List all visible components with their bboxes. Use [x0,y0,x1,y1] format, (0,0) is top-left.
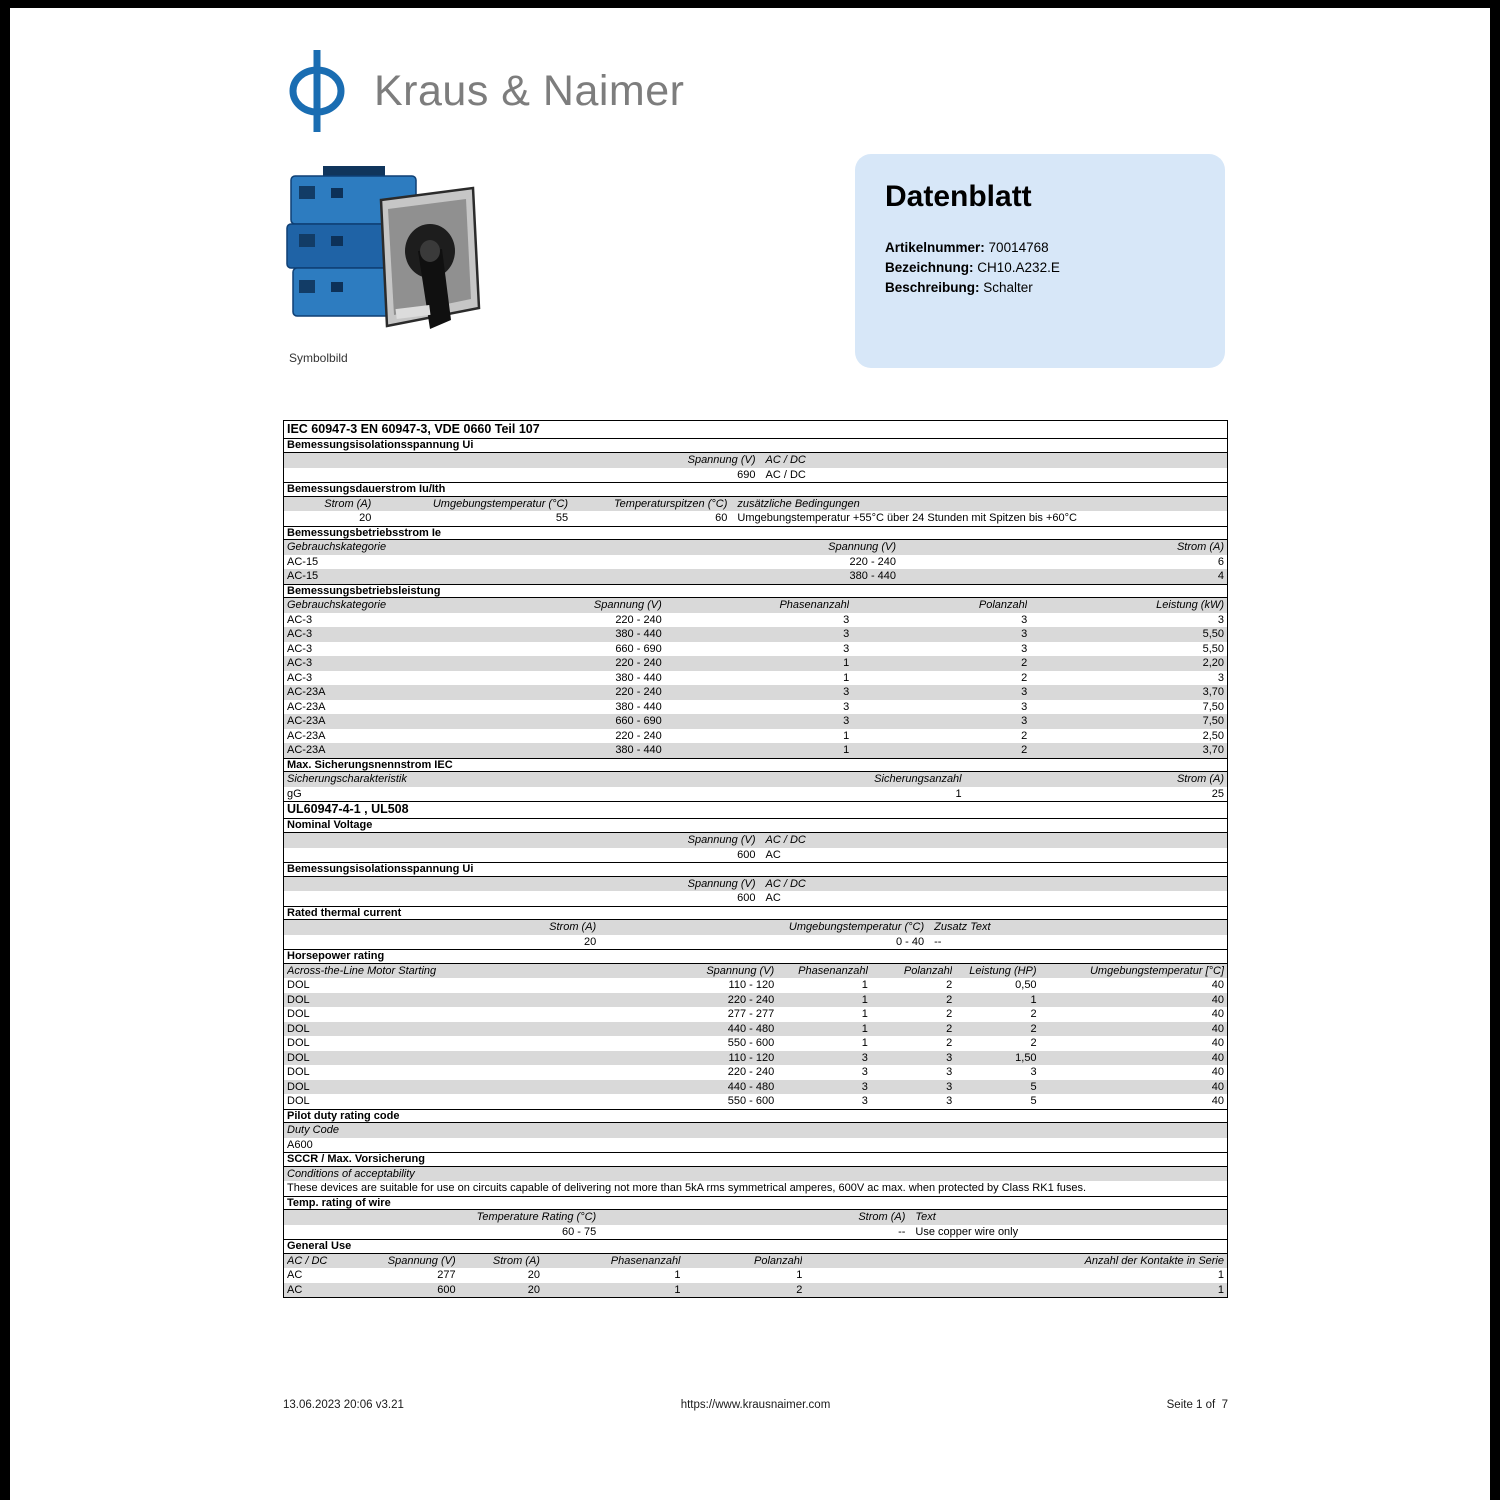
table-cell: Temperature Rating (°C) [476,1211,597,1224]
table-cell: 660 - 690 [615,715,662,728]
table-cell: 25 [1211,787,1224,800]
table-cell: 220 - 240 [615,613,662,626]
table-cell: Polanzahl [978,599,1028,612]
table-cell: Spannung (V) [387,1254,456,1267]
table-data-row [284,1094,1227,1109]
table-cell: Umgebungstemperatur (°C) [788,921,925,934]
table-cell: Anzahl der Kontakte in Serie [1084,1254,1224,1267]
table-cell: 2 [1021,671,1028,684]
page-footer [283,1399,1228,1411]
table-data-row [284,1036,1227,1051]
table-cell: 380 - 440 [849,570,897,583]
table-cell: Duty Code [287,1124,339,1137]
table-cell: 20 [359,512,372,525]
table-cell: 40 [1211,1008,1224,1021]
table-header-row [284,1210,1227,1225]
table-header-row [284,877,1227,892]
table-cell: Zusatz Text [934,921,991,934]
table-cell: A600 [287,1138,313,1151]
table-section-row [284,1196,1227,1211]
designation-field [885,258,1197,278]
table-cell: Strom (A) [858,1211,906,1224]
table-cell: 2 [1021,729,1028,742]
table-cell: Phasenanzahl [779,599,850,612]
table-cell: 1 [1030,993,1037,1006]
table-cell: AC [287,1283,303,1296]
table-cell: 380 - 440 [615,700,662,713]
table-cell: 3,70 [1202,686,1224,699]
table-cell: 3 [946,1095,953,1108]
table-cell: IEC 60947-3 EN 60947-3, VDE 0660 Teil 107 [287,421,540,436]
table-data-row [284,1051,1227,1066]
table-cell: 3 [843,715,850,728]
table-cell: DOL [287,979,310,992]
table-cell: AC / DC [765,454,806,467]
table-cell: 1 [861,993,868,1006]
table-cell: Leistung (kW) [1156,599,1224,612]
table-cell: DOL [287,1066,310,1079]
product-image [283,158,495,344]
table-cell: -- [934,935,942,948]
table-header-row [284,1167,1227,1182]
table-cell: 3 [843,613,850,626]
table-cell: 40 [1211,1022,1224,1035]
table-data-row [284,642,1227,657]
table-cell: 20 [527,1283,540,1296]
table-cell: 440 - 480 [727,1080,775,1093]
description-label: Beschreibung: [885,280,980,295]
table-cell: Phasenanzahl [798,964,868,977]
table-cell: 220 - 240 [727,1066,775,1079]
table-cell: Spannung (V) [687,454,756,467]
table-cell: 220 - 240 [615,686,662,699]
table-cell: zusätzliche Bedingungen [737,497,860,510]
table-cell: 3 [1021,700,1028,713]
table-cell: 2 [946,993,953,1006]
table-cell: 40 [1211,979,1224,992]
table-cell: Bemessungsbetriebsleistung [287,584,441,597]
table-cell: 3 [861,1051,868,1064]
table-cell: Bemessungsbetriebsstrom Ie [287,526,442,539]
table-cell: 110 - 120 [728,1051,775,1064]
table-cell: AC-23A [287,700,326,713]
symbolbild-caption: Symbolbild [289,351,348,365]
page-border-left [0,0,10,1500]
table-data-row [284,511,1227,526]
table-cell: 440 - 480 [727,1022,775,1035]
table-section-row [284,758,1227,773]
table-data-row [284,1007,1227,1022]
table-cell: 40 [1211,1037,1224,1050]
table-cell: Temp. rating of wire [287,1196,391,1209]
table-cell: DOL [287,1008,310,1021]
table-cell: DOL [287,1037,310,1050]
table-cell: 5 [1030,1095,1037,1108]
table-cell: 0,50 [1015,979,1037,992]
table-cell: AC-3 [287,642,313,655]
table-section-row [284,439,1227,454]
table-cell: 5,50 [1202,628,1224,641]
table-cell: 1 [861,1037,868,1050]
table-cell: 3 [1030,1066,1037,1079]
table-data-row [284,1283,1227,1298]
table-data-row [284,685,1227,700]
table-cell: Spannung (V) [706,964,775,977]
table-data-row [284,1268,1227,1283]
table-cell: Strom (A) [492,1254,540,1267]
table-cell: Umgebungstemperatur (°C) [432,497,569,510]
table-header-row [284,1123,1227,1138]
table-data-row [284,848,1227,863]
table-cell: Max. Sicherungsnennstrom IEC [287,758,453,771]
table-cell: 3 [843,628,850,641]
brand-header [286,50,684,132]
table-cell: 220 - 240 [727,993,775,1006]
datasheet-info-box [855,154,1225,368]
table-cell: 6 [1217,555,1224,568]
table-cell: Polanzahl [903,964,953,977]
table-cell: 380 - 440 [615,628,662,641]
table-cell: 3 [1021,715,1028,728]
table-cell: Sicherungscharakteristik [287,773,407,786]
table-cell: Strom (A) [1176,773,1224,786]
table-section-row [284,1109,1227,1124]
table-cell: Text [915,1211,936,1224]
table-data-row [284,935,1227,950]
footer-page-number: Seite 1 of 7 [1166,1399,1228,1411]
table-data-row [284,1225,1227,1240]
rotary-switch-illustration [283,158,495,344]
table-cell: 3 [946,1080,953,1093]
table-header-row [284,1254,1227,1269]
table-data-row [284,1022,1227,1037]
table-cell: 7,50 [1202,700,1224,713]
table-cell: DOL [287,1080,310,1093]
table-section-row [284,482,1227,497]
table-cell: AC / DC [287,1254,328,1267]
table-cell: AC-3 [287,671,313,684]
table-cell: Sicherungsanzahl [874,773,962,786]
table-cell: Use copper wire only [915,1225,1019,1238]
table-cell: DOL [287,993,310,1006]
table-cell: AC [765,848,781,861]
table-header-row [284,453,1227,468]
page-border-right [1490,0,1500,1500]
table-cell: 55 [555,512,569,525]
table-cell: 2 [946,1008,953,1021]
table-data-row [284,714,1227,729]
table-data-row [284,656,1227,671]
table-cell: Across-the-Line Motor Starting [287,964,437,977]
table-cell: Leistung (HP) [969,964,1037,977]
table-cell: 2,50 [1202,729,1224,742]
table-cell: 2 [1021,744,1028,757]
table-cell: AC-15 [287,570,319,583]
table-cell: Gebrauchskategorie [287,599,387,612]
table-cell: 20 [583,935,597,948]
table-cell: 40 [1211,1066,1224,1079]
table-cell: 3,70 [1202,744,1224,757]
table-data-row [284,729,1227,744]
table-cell: 2 [1030,1022,1037,1035]
table-section-row [284,949,1227,964]
table-section-row [284,584,1227,599]
table-cell: 600 [437,1283,456,1296]
table-cell: 7,50 [1202,715,1224,728]
table-cell: Bemessungsisolationsspannung Ui [287,863,474,876]
page-title: Datenblatt [885,180,1032,213]
table-cell: 1 [843,671,850,684]
spec-table [283,420,1228,1298]
table-data-row [284,1080,1227,1095]
article-number-value: 70014768 [988,240,1049,255]
table-header-row [284,540,1227,555]
table-cell: 660 - 690 [615,642,662,655]
table-cell: 1,50 [1015,1051,1037,1064]
table-cell: 60 - 75 [561,1225,597,1238]
table-cell: 1 [1217,1269,1224,1282]
table-cell: 220 - 240 [615,729,662,742]
article-number-field [885,238,1197,258]
table-cell: 3 [861,1095,868,1108]
table-data-row [284,671,1227,686]
table-section-row [284,421,1227,439]
table-cell: AC-23A [287,686,326,699]
footer-date-version: 13.06.2023 20:06 v3.21 [283,1399,404,1411]
table-cell: 3 [1021,642,1028,655]
table-cell: 3 [1021,686,1028,699]
description-value: Schalter [983,280,1033,295]
table-data-row [284,569,1227,584]
table-cell: 2 [796,1283,803,1296]
table-cell: 2 [946,979,953,992]
table-data-row [284,1065,1227,1080]
table-cell: 1 [843,729,850,742]
table-cell: 220 - 240 [849,555,897,568]
table-cell: Phasenanzahl [610,1254,681,1267]
table-cell: AC-23A [287,744,326,757]
table-cell: 550 - 600 [727,1037,775,1050]
table-header-row [284,772,1227,787]
table-data-row [284,1181,1227,1196]
table-section-row [284,862,1227,877]
table-cell: 3 [843,642,850,655]
table-cell: AC [765,892,781,905]
table-cell: Strom (A) [1176,541,1224,554]
table-header-row [284,497,1227,512]
table-cell: AC / DC [765,468,806,481]
table-cell: Bemessungsdauerstrom Iu/Ith [287,483,446,496]
table-cell: AC-15 [287,555,319,568]
table-cell: Umgebungstemperatur [°C] [1089,964,1224,977]
table-cell: 380 - 440 [615,671,662,684]
table-cell: 110 - 120 [728,979,775,992]
page-border-top [0,0,1500,8]
table-data-row [284,891,1227,906]
table-cell: Temperaturspitzen (°C) [613,497,728,510]
table-cell: Strom (A) [549,921,597,934]
table-data-row [284,978,1227,993]
table-cell: AC-3 [287,628,313,641]
table-cell: Spannung (V) [828,541,897,554]
table-section-row [284,906,1227,921]
table-cell: 20 [527,1269,540,1282]
table-cell: AC [287,1269,303,1282]
table-cell: 3 [1021,628,1028,641]
table-cell: gG [287,787,302,800]
table-cell: Spannung (V) [687,834,756,847]
table-cell: General Use [287,1240,352,1253]
table-cell: 2 [1030,1008,1037,1021]
table-cell: 600 [737,848,756,861]
table-cell: 220 - 240 [615,657,662,670]
table-cell: 690 [737,468,756,481]
table-cell: 277 [437,1269,456,1282]
kraus-naimer-phi-logo-icon [286,50,348,132]
table-cell: 1 [861,1008,868,1021]
table-cell: 40 [1211,1051,1224,1064]
table-data-row [284,555,1227,570]
description-field [885,278,1197,298]
table-cell: 3 [1217,671,1224,684]
table-cell: DOL [287,1022,310,1035]
table-cell: 60 [715,512,728,525]
table-data-row [284,468,1227,483]
table-cell: 2 [1030,1037,1037,1050]
table-cell: 1 [674,1269,681,1282]
table-cell: -- [898,1225,906,1238]
table-section-row [284,1239,1227,1254]
table-cell: These devices are suitable for use on circuits capable of delivering not more than 5kA rms symmetrical amperes, 600V ac max. when protected by Class RK1 fuses. [287,1182,1087,1195]
designation-label: Bezeichnung: [885,260,974,275]
table-cell: 1 [861,1022,868,1035]
table-cell: 2 [1021,657,1028,670]
table-header-row [284,920,1227,935]
table-section-row [284,801,1227,819]
table-cell: DOL [287,1095,310,1108]
table-cell: Gebrauchskategorie [287,541,387,554]
article-number-label: Artikelnummer: [885,240,985,255]
brand-name: Kraus & Naimer [374,66,685,115]
table-cell: 40 [1211,1080,1224,1093]
table-cell: 3 [946,1066,953,1079]
table-cell: Rated thermal current [287,906,402,919]
table-cell: Strom (A) [324,497,372,510]
table-cell: Horsepower rating [287,950,385,963]
table-cell: 3 [843,686,850,699]
table-cell: 3 [946,1051,953,1064]
table-data-row [284,993,1227,1008]
table-cell: 1 [955,787,962,800]
table-cell: 3 [1217,613,1224,626]
table-cell: AC-23A [287,729,326,742]
table-header-row [284,964,1227,979]
table-cell: 3 [843,700,850,713]
table-cell: 2,20 [1202,657,1224,670]
table-cell: 1 [843,657,850,670]
table-data-row [284,787,1227,802]
table-header-row [284,833,1227,848]
table-section-row [284,1152,1227,1167]
table-cell: Conditions of acceptability [287,1167,415,1180]
designation-value: CH10.A232.E [977,260,1060,275]
table-cell: 2 [946,1037,953,1050]
footer-url: https://www.krausnaimer.com [680,1399,831,1411]
table-cell: 1 [843,744,850,757]
table-cell: 1 [861,979,868,992]
table-cell: 3 [861,1066,868,1079]
table-cell: 600 [737,892,756,905]
table-cell: AC / DC [765,877,806,890]
table-cell: 5 [1030,1080,1037,1093]
table-cell: 4 [1217,570,1224,583]
table-cell: DOL [287,1051,310,1064]
table-data-row [284,627,1227,642]
table-cell: AC-3 [287,613,313,626]
table-cell: 1 [796,1269,803,1282]
table-data-row [284,700,1227,715]
table-cell: 3 [1021,613,1028,626]
table-cell: 380 - 440 [615,744,662,757]
table-cell: 2 [946,1022,953,1035]
table-cell: 5,50 [1202,642,1224,655]
table-cell: 3 [861,1080,868,1093]
table-cell: 277 - 277 [727,1008,775,1021]
table-cell: Polanzahl [753,1254,803,1267]
table-cell: Nominal Voltage [287,819,373,832]
table-cell: AC-3 [287,657,313,670]
table-cell: 1 [674,1283,681,1296]
table-cell: Spannung (V) [687,877,756,890]
table-cell: SCCR / Max. Vorsicherung [287,1153,425,1166]
table-cell: Spannung (V) [593,599,662,612]
table-cell: UL60947-4-1 , UL508 [287,802,409,817]
table-section-row [284,819,1227,834]
table-data-row [284,613,1227,628]
table-data-row [284,1138,1227,1153]
table-cell: AC-23A [287,715,326,728]
table-section-row [284,526,1227,541]
table-header-row [284,598,1227,613]
table-data-row [284,743,1227,758]
table-cell: 0 - 40 [896,935,925,948]
table-cell: Umgebungstemperatur +55°C über 24 Stunden mit Spitzen bis +60°C [737,512,1077,525]
table-cell: Pilot duty rating code [287,1109,400,1122]
table-cell: 1 [1217,1283,1224,1296]
table-cell: Bemessungsisolationsspannung Ui [287,439,474,452]
table-cell: 550 - 600 [727,1095,775,1108]
table-cell: AC / DC [765,834,806,847]
table-cell: 40 [1211,1095,1224,1108]
table-cell: 40 [1211,993,1224,1006]
